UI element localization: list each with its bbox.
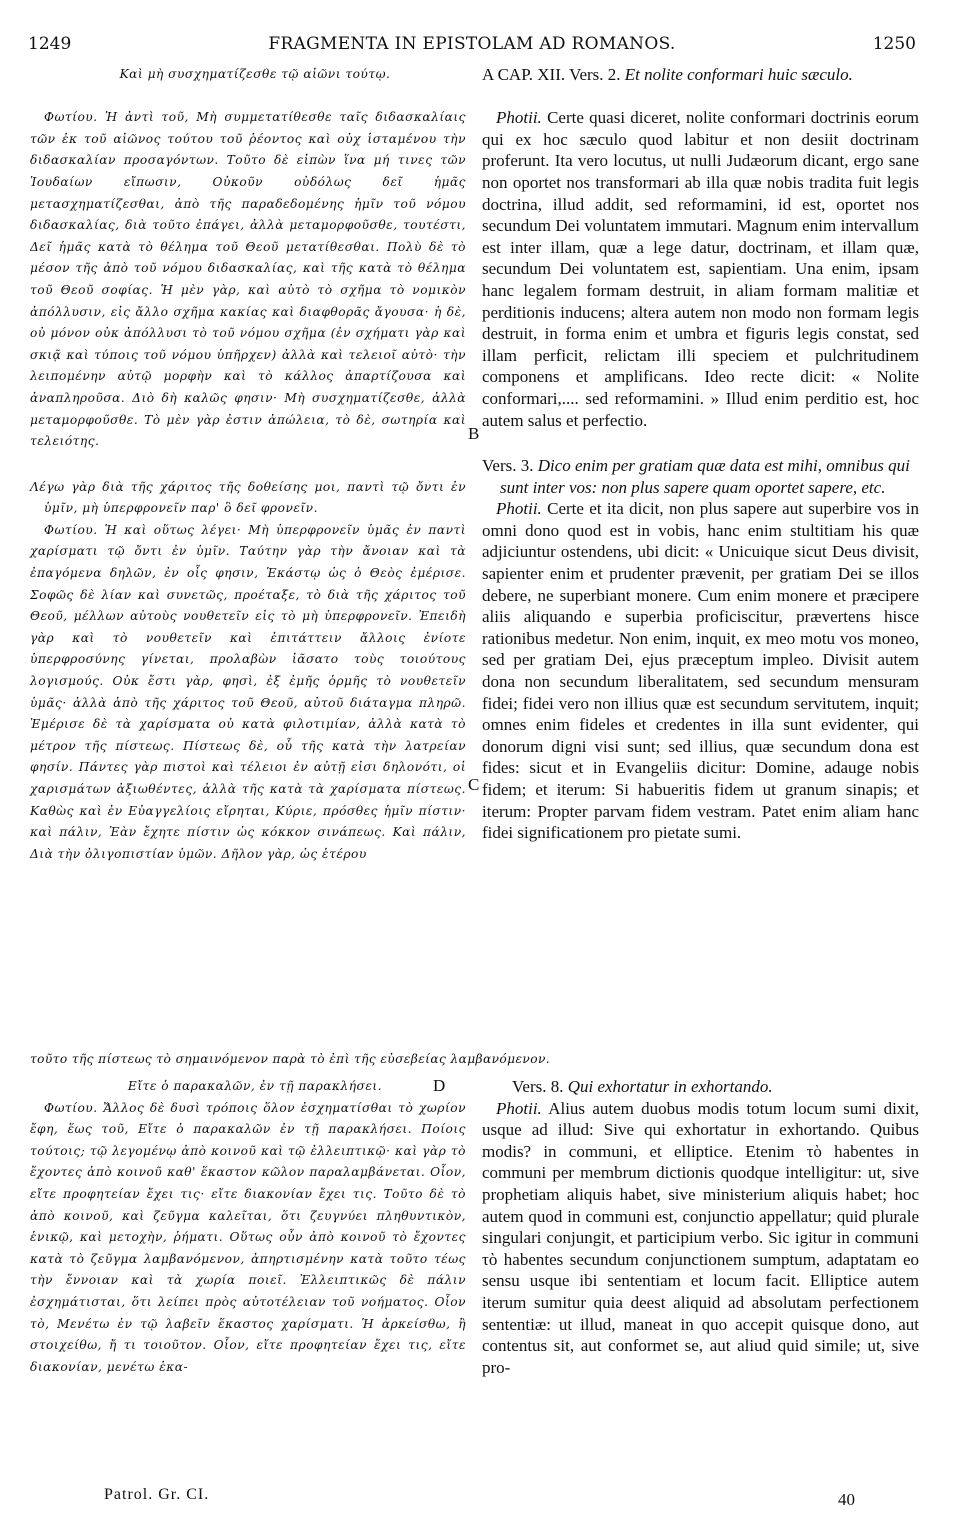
latin-column-lower: [482, 1076, 919, 1378]
latin-paragraph-1: Photii. Certe quasi diceret, nolite conformari doctrinis eorum qui ex hoc sæculo quod labitur et non desiit doctrinam proferunt. Ita vero locutus, ut nulli Judæorum dicant, ergo sane non oportet nos transformari ab illa quæ nobis tradita fuit legis doctrina, illud addit, sed reformamini, id est, oportet nos secundum Dei voluntatem immutari. Magnum enim intervallum est inter illam, quæ a lege datur, doctrinam, et illam quæ, secundum Dei voluntatem est, sapientiam. Una enim, ipsam hanc legalem formam destruit, in aliam formam malitiæ et perditionis inducens; altera autem non modo non formam legis destruit, in forma enim et umbra et figuris legis constat, sed illam perficit, relictam illi speciem et pulchritudinem componens et amplificans. Ideo recte dicit: « Nolite conformari,.... sed reformamini. » Illud enim perditio est, hoc autem salus et perfectio.: [482, 108, 919, 430]
greek-paragraph-3: Φωτίου. Ἄλλος δὲ δυσὶ τρόποις ὅλον ἐσχηματίσθαι τὸ χωρίον ἔφη, ἕως τοῦ, Εἴτε ὁ παρακαλῶν ἐν τῇ παρακλήσει. Ποίοις τούτοις; τῷ λεγομένῳ ἀπὸ κοινοῦ καὶ τῷ ἐλλειπτικῷ· καὶ γὰρ τὸ ἔχοντες ἀπὸ κοινοῦ καθ' ἕκαστον κῶλον παραλαμβάνεται. Οἷον, εἴτε προφητείαν ἔχει τις· εἴτε διακονίαν ἔχει τις. Τοῦτο δὲ τὸ ἀπὸ κοινοῦ, καὶ ζεῦγμα καλεῖται, ὅτι ζευγνύει πληθυντικὸν, ἑνικῷ, καὶ μετοχὴν, ῥήματι. Οὕτως οὖν ἀπὸ κοινοῦ τὸ ἔχοντες κατὰ τὸ ζεῦγμα λαμβανόμενον, ἀπηρτισμένην κατὰ τοῦτο τέως τὴν ἔννοιαν καὶ τὰ χωρία ποιεῖ. Ἐλλειπτικῶς δὲ πάλιν ἐσχημάτισται, ὅτι λείπει πρὸς αὐτοτέλειαν τοῦ νοήματος. Οἷον τὸ, Μενέτω ἐν τῷ λαβεῖν ἕκαστος χαρίσματι. Ἡ ἀρκείσθω, ἢ στοιχείθω, ἤ τι τοιοῦτον. Οἷον, εἴτε προφητείαν ἔχει τις, εἴτε διακονίαν, μενέτω ἑκα-: [30, 1100, 466, 1374]
page-number-right: 1250: [872, 34, 916, 54]
latin-paragraph-2: Photii. Certe et ita dicit, non plus sapere aut superbire vos in omni dono quod est in vobis, hanc enim stultitiam his quæ adjiciuntur ostendens, ubi dicit: « Unicuique sicut Deus divisit, sapienter enim et prudenter prævenit, per gratiam Dei se illos debere, ne superbiant monere. Cum enim monere et præcipere aliis aliquando e superbia proficiscitur, prævertens hisce rationibus medetur. Non enim, inquit, ex meo motu vos moneo, sed per gratiam Dei, ejus præceptum impleo. Divisit autem dona non secundum liberalitatem, sed secundum mensuram fidei; fidei vero non illius quæ est secundum servitutem, inquit; omnes enim fideles et credentes in illa sunt evidenter, qui donorum digni visi sunt; sed illius, quæ secundum dona est fides: sicut et in Evangeliis dicitur: Domine, adauge nobis fidem; et iterum: Si habueritis fidem ut granum sinapis; et iterum: Propter parvam fidem vestram. Patet enim aliam hanc fidei significationem pro pietate sumi.: [482, 499, 920, 843]
latin-lemma-3: Vers. 8. Qui exhortatur in exhortando.: [512, 1077, 773, 1096]
greek-paragraph-2: Φωτίου. Ἡ καὶ οὕτως λέγει· Μὴ ὑπερφρονεῖν ὑμᾶς ἐν παντὶ χαρίσματι τῷ ὄντι ἐν ὑμῖν. Ταύτην γὰρ τὴν ἄνοιαν καὶ τὰ ἐπαγόμενα δηλῶν, ἐν οἷς φησιν, Ἑκάστῳ ὡς ὁ Θεὸς ἐμέρισε. Σοφῶς δὲ λίαν καὶ συνετῶς, προέταξε, τὸ διὰ τῆς χάριτος τοῦ Θεοῦ, μέλλων αὐτοὺς νουθετεῖν εἰς τὸ μὴ ὑπερφρονεῖν. Ἐπειδὴ γὰρ καὶ τὸ νουθετεῖν καὶ ἐπιτάττειν ἄλλοις ἐνίοτε ὑπερφροσύνης γίνεται, προλαβὼν ἰᾶσατο τοὺς τοιούτους λογισμούς. Οὐκ ἔστι γὰρ, φησὶ, ἐξ ἐμῆς ὁρμῆς τὸ νουθετεῖν ὑμᾶς· ἀλλὰ ἀπὸ τῆς χάριτος τοῦ Θεοῦ, αὐτοῦ διάταγμα πληρῶ. Ἐμέρισε δὲ τὰ χαρίσματα οὐ κατὰ φιλοτιμίαν, ἀλλὰ κατὰ τὸ μέτρον τῆς πίστεως. Πίστεως δὲ, οὗ τῆς κατὰ τὴν λατρείαν φησίν. Πάντες γὰρ πιστοὶ καὶ τέλειοι ἐν αὐτῇ εἰσι δηλονότι, οἱ χαρισμάτων ἀξιωθέντες, ἀλλὰ τῆς κατὰ τὰ χαρίσματα πίστεως. Καθὼς καὶ ἐν Εὐαγγελίοις εἴρηται, Κύριε, πρόσθες ἡμῖν πίστιν· καὶ πάλιν, Ἐὰν ἔχητε πίστιν ὡς κόκκον σινάπεως. Καὶ πάλιν, Διὰ τὴν ὀλιγοπιστίαν ὑμῶν. Δῆλον γὰρ, ὡς ἑτέρου: [30, 522, 466, 861]
footer-signature: Patrol. Gr. CI.: [104, 1486, 210, 1503]
margin-letter-d: D: [433, 1076, 446, 1095]
page-number-left: 1249: [28, 34, 72, 54]
latin-paragraph-3: Photii. Alius autem duobus modis totum locum sumi dixit, usque ad illud: Sive qui exhortatur in exhortando. Quibus modis? in communi, et elliptice. Etenim τὸ habentes in communi per membrum dictionis quodque intelligitur: ut, sive prophetiam aliquis habet, sive ministerium aliquis habet; hoc autem quod in communi est, conjunctio appellatur; quid plurale singulari conjungit, et participium verbo. Sic igitur in communi τὸ habentes secundum conjunctionem sumptum, adaptatam eo sensu usque ibi sententiam et locum facit. Elliptice autem iterum sumitur quia deest aliquid ad absolutam perfectionem sententiæ: ut illud, maneat in quo accepit quisque dono, aut contentus sit, aut conformet se, aut aliud quid simile; ut, sive pro-: [482, 1098, 920, 1377]
greek-lemma-1: Καὶ μὴ συσχηματίζεσθε τῷ αἰῶνι τούτῳ.: [119, 67, 391, 81]
latin-lemma-2: Vers. 3. Dico enim per gratiam quæ data est mihi, omnibus qui sunt inter vos: non plus sapere quam oportet sapere, etc.: [482, 456, 910, 497]
greek-lemma-2: Λέγω γὰρ διὰ τῆς χάριτος τῆς δοθείσης μοι, παντὶ τῷ ὄντι ἐν ὑμῖν, μὴ ὑπερφρονεῖν παρ' ὃ δεῖ φρονεῖν.: [30, 479, 466, 516]
latin-column: [482, 64, 919, 844]
latin-lemma-1: A CAP. XII. Vers. 2. Et nolite conformari huic sæculo.: [482, 65, 853, 84]
greek-column-lower: [30, 1076, 466, 1378]
footer-sheet-number: 40: [838, 1490, 855, 1509]
greek-column: [30, 64, 466, 865]
margin-letter-b: B: [468, 424, 480, 443]
greek-lemma-3: Εἴτε ὁ παρακαλῶν, ἐν τῇ παρακλήσει.: [127, 1079, 383, 1093]
greek-paragraph-1: Φωτίου. Ἡ ἀντὶ τοῦ, Μὴ συμμετατίθεσθε ταῖς διδασκαλίαις τῶν ἐκ τοῦ αἰῶνος τούτου τοῦ ῥέοντος καὶ οὐχ ἱσταμένου τὴν διδασκαλίαν προσαγόντων. Τοῦτο δὲ εἰπὼν ἵνα μή τινες τῶν Ἰουδαίων εἴπωσιν, Οὐκοῦν οὐδόλως δεῖ ἡμᾶς μετασχηματίζεσθαι, ἀπὸ τῆς παραδεδομένης ἡμῖν τοῦ νόμου διδασκαλίας, διὰ τοῦτο ἐπάγει, ἀλλὰ μεταμορφοῦσθε, τουτέστι, Δεῖ ἡμᾶς κατὰ τὸ θέλημα τοῦ Θεοῦ μετατίθεσθαι. Πολὺ δὲ τὸ μέσον τῆς ἀπὸ τοῦ νόμου διδασκαλίας, καὶ τῆς κατὰ τὸ θέλημα τοῦ Θεοῦ σοφίας. Ἡ μὲν γὰρ, καὶ αὐτὸ τὸ σχῆμα τὸ νομικὸν ἀπόλλυσιν, εἰς ἄλλο σχῆμα κακίας καὶ διαφθορᾶς ἄγουσα· ἡ δὲ, οὐ μόνον οὐκ ἀπόλλυσι τὸ τοῦ νόμου σχῆμα (ἐν σχήματι γὰρ καὶ σκιᾷ καὶ τύποις τοῦ νόμου ὑπῆρχεν) ἀλλὰ καὶ τελειοῖ αὐτὸ· τὴν λειπομένην αὐτῷ μορφὴν καὶ τὸ κάλλος ἀπαρτίζουσα καὶ ἀναπληροῦσα. Διὸ δὴ καλῶς φησιν· Μὴ συσχηματίζεσθε, ἀλλὰ μεταμορφοῦσθε. Τὸ μὲν γὰρ ἐστιν ἀπώλεια, τὸ δὲ, σωτηρία καὶ τελειότης.: [30, 110, 466, 449]
running-title: FRAGMENTA IN EPISTOLAM AD ROMANOS.: [268, 34, 676, 54]
margin-letter-c: C: [468, 775, 480, 794]
running-header: [28, 34, 916, 62]
greek-full-width-line: τοῦτο τῆς πίστεως τὸ σημαινόμενον παρὰ τὸ ἐπὶ τῆς εὐσεβείας λαμβανόμενον.: [30, 1052, 551, 1066]
